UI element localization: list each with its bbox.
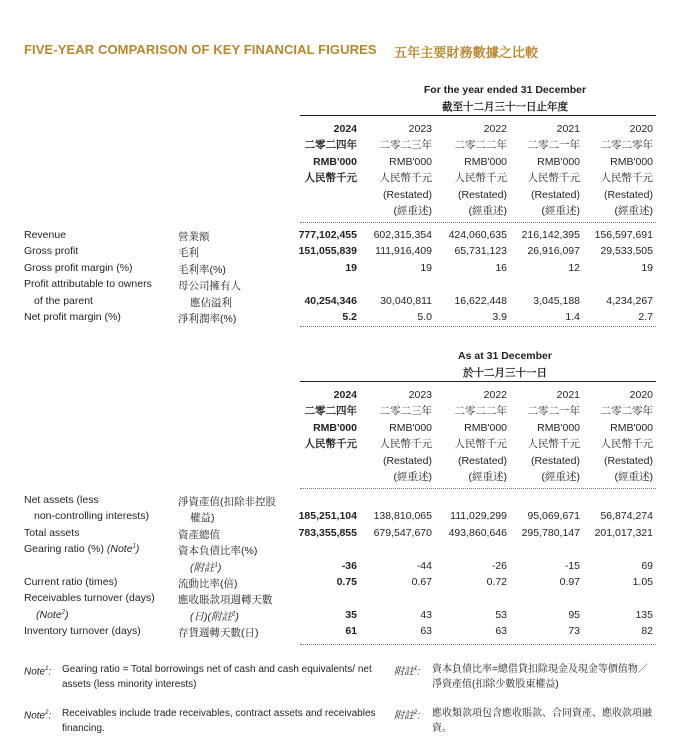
- table-cell: 2.7: [638, 311, 653, 323]
- row-label-cn: 毛利: [178, 247, 199, 260]
- row-label-cn: 流動比率(倍): [178, 578, 238, 590]
- row-label: Gross profit margin (%): [24, 261, 133, 274]
- row-label-cn: 淨資產值(扣除非控股: [178, 496, 276, 508]
- table-cell: 783,355,855: [298, 526, 357, 539]
- row-label: (Note$^2$): [36, 608, 69, 621]
- row-label: Gearing ratio (%) (Note$^1$): [24, 543, 140, 556]
- row-label-cn: 應佔溢利: [190, 296, 232, 309]
- column-header-2023: 2023 二零二三年 RMB'000 人民幣千元 (Restated) (經重述): [379, 123, 432, 218]
- note-1-label: Note$^1$:: [24, 666, 52, 678]
- divider: [300, 381, 656, 382]
- table-cell: 111,916,409: [375, 245, 432, 258]
- note-1-label-cn: 附註$^1$:: [394, 666, 421, 678]
- row-label: Net profit margin (%): [24, 311, 121, 323]
- table-cell: 201,017,321: [594, 526, 653, 539]
- table-cell: 69: [641, 559, 653, 572]
- row-label-cn: 毛利率(%): [178, 263, 226, 276]
- row-label: Profit attributable to owners: [24, 278, 152, 291]
- row-label: Net assets (less: [24, 494, 99, 506]
- table-cell: 30,040,811: [380, 294, 432, 307]
- period-heading-2-cn: 於十二月三十一日: [463, 367, 547, 379]
- table-cell: 56,874,274: [600, 510, 653, 523]
- table-cell: 493,860,646: [448, 526, 507, 539]
- row-label-cn: 應收賬款項週轉天數: [178, 594, 273, 607]
- table-cell: 61: [345, 625, 357, 638]
- table-cell: 111,029,299: [450, 510, 507, 523]
- row-label-cn: 權益): [190, 512, 215, 525]
- table-cell: 5.2: [342, 311, 357, 323]
- table-cell: 138,810,065: [373, 510, 432, 523]
- row-label: Total assets: [24, 526, 80, 539]
- table-cell: 29,533,505: [600, 245, 653, 258]
- note-2-label: Note$^2$:: [24, 710, 52, 722]
- row-label-cn: 母公司擁有人: [178, 280, 241, 293]
- row-label-cn: (日)(附註$^2$): [190, 610, 239, 623]
- dotted-divider: [300, 644, 656, 645]
- table-cell: 95: [568, 608, 580, 621]
- table-cell: 43: [420, 608, 432, 621]
- table-cell: 679,547,670: [373, 526, 432, 539]
- row-label-cn: 存貨週轉天數(日): [178, 627, 259, 640]
- page-title: FIVE-YEAR COMPARISON OF KEY FINANCIAL FIGURES: [24, 42, 377, 57]
- row-label-cn: 營業額: [178, 231, 210, 243]
- row-label-cn: (附註$^1$): [190, 561, 222, 574]
- table-cell: 0.72: [486, 576, 507, 588]
- note-2-text: Receivables include trade receivables, contract assets and receivables financing.: [62, 708, 376, 734]
- table-cell: 0.67: [411, 576, 432, 588]
- row-label-cn: 淨利潤率(%): [178, 313, 237, 325]
- table-cell: 602,315,354: [373, 229, 432, 241]
- table-cell: 16,622,448: [454, 294, 507, 307]
- note-2-text-cn: 應收類款項包含應收賬款、合同資產、應收款項融資。: [432, 708, 652, 734]
- note-2-label-cn: 附註$^2$:: [394, 710, 421, 722]
- table-cell: 4,234,267: [606, 294, 653, 307]
- row-label: of the parent: [34, 294, 93, 307]
- table-cell: 424,060,635: [448, 229, 507, 241]
- row-label: Revenue: [24, 229, 67, 241]
- column-header-2024-b: 2024 二零二四年 RMB'000 人民幣千元: [304, 389, 357, 451]
- table-cell: 151,055,839: [298, 245, 357, 258]
- column-header-2024: 2024 二零二四年 RMB'000 人民幣千元: [304, 123, 357, 185]
- page-title-cn: 五年主要財務數據之比較: [394, 45, 539, 60]
- table-cell: 1.4: [565, 311, 580, 323]
- table-cell: 777,102,455: [298, 229, 357, 241]
- column-header-2022: 2022 二零二二年 RMB'000 人民幣千元 (Restated) (經重述): [454, 123, 507, 218]
- table-cell: 95,069,671: [527, 510, 580, 523]
- table-cell: 12: [568, 261, 580, 274]
- table-cell: 63: [495, 625, 507, 638]
- period-heading-2: As at 31 December: [458, 350, 552, 362]
- table-cell: 65,731,123: [454, 245, 507, 258]
- row-label: Receivables turnover (days): [24, 592, 155, 605]
- column-header-2020: 2020 二零二零年 RMB'000 人民幣千元 (Restated) (經重述): [600, 123, 653, 218]
- table-cell: 73: [568, 625, 580, 638]
- table-cell: 5.0: [417, 311, 432, 323]
- table-cell: -15: [564, 559, 580, 572]
- table-cell: 16: [495, 261, 507, 274]
- period-heading-cn: 截至十二月三十一日止年度: [442, 101, 568, 113]
- column-header-2021: 2021 二零二一年 RMB'000 人民幣千元 (Restated) (經重述): [527, 123, 580, 218]
- column-header-2022-b: 2022 二零二二年 RMB'000 人民幣千元 (Restated) (經重述): [454, 389, 507, 484]
- column-header-2020-b: 2020 二零二零年 RMB'000 人民幣千元 (Restated) (經重述): [600, 389, 653, 484]
- dotted-divider: [300, 326, 656, 327]
- note-1-text-cn: 資本負債比率=總借貸扣除現金及現金等價值物／淨資產值(扣除少數股東權益): [432, 664, 648, 690]
- table-cell: 3,045,188: [533, 294, 580, 307]
- row-label-cn: 資本負債比率(%): [178, 545, 258, 558]
- table-cell: 82: [641, 625, 653, 638]
- row-label: Inventory turnover (days): [24, 625, 141, 638]
- table-cell: 156,597,691: [594, 229, 653, 241]
- table-cell: -36: [341, 559, 357, 572]
- table-cell: 63: [420, 625, 432, 638]
- divider: [300, 115, 656, 116]
- table-cell: 3.9: [492, 311, 507, 323]
- table-cell: 19: [345, 261, 357, 274]
- period-heading: For the year ended 31 December: [423, 84, 587, 96]
- row-label: Gross profit: [24, 245, 79, 258]
- table-cell: 0.97: [559, 576, 580, 588]
- table-cell: 1.05: [632, 576, 653, 588]
- table-cell: -26: [491, 559, 507, 572]
- table-cell: 216,142,395: [521, 229, 580, 241]
- table-cell: 53: [495, 608, 507, 621]
- table-cell: 185,251,104: [298, 510, 357, 523]
- table-cell: 19: [420, 261, 432, 274]
- row-label: non-controlling interests): [34, 510, 149, 523]
- dotted-divider: [300, 222, 656, 223]
- table-cell: 135: [635, 608, 653, 621]
- row-label: Current ratio (times): [24, 576, 118, 588]
- table-cell: 19: [641, 261, 653, 274]
- column-header-2023-b: 2023 二零二三年 RMB'000 人民幣千元 (Restated) (經重述): [379, 389, 432, 484]
- table-cell: 40,254,346: [304, 294, 357, 307]
- row-label-cn: 資產總值: [178, 528, 220, 541]
- table-cell: 0.75: [336, 576, 357, 588]
- dotted-divider: [300, 488, 656, 489]
- table-cell: 35: [345, 608, 357, 621]
- table-cell: -44: [416, 559, 432, 572]
- column-header-2021-b: 2021 二零二一年 RMB'000 人民幣千元 (Restated) (經重述): [527, 389, 580, 484]
- note-1-text: Gearing ratio = Total borrowings net of cash and cash equivalents/ net assets (less minority interests): [62, 664, 372, 690]
- table-cell: 295,780,147: [521, 526, 580, 539]
- table-cell: 26,916,097: [527, 245, 580, 258]
